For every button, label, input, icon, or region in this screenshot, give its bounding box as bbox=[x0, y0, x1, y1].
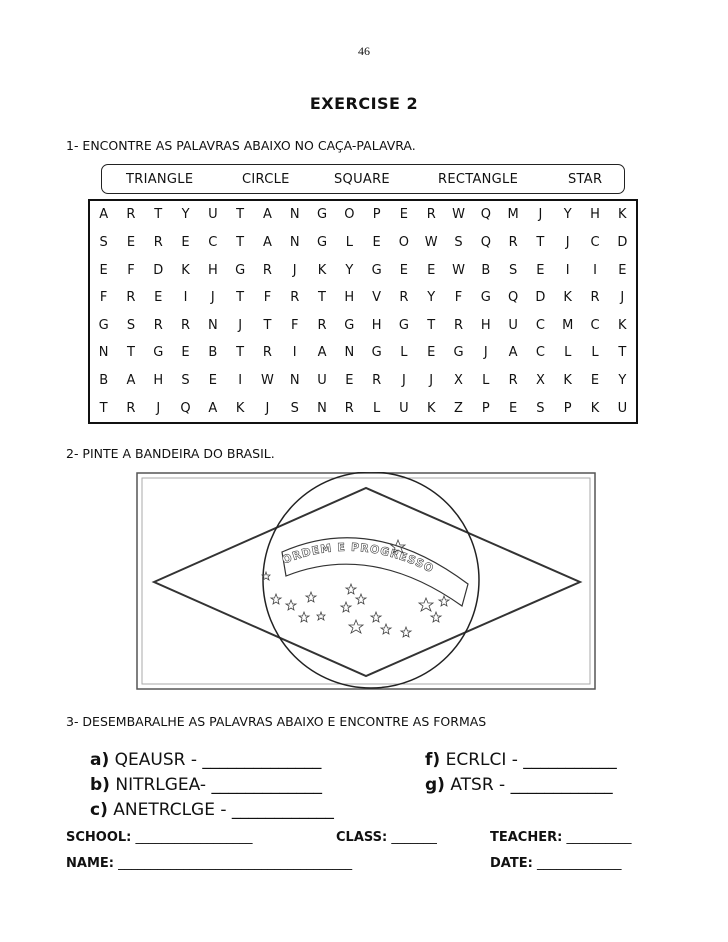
grid-letter: F bbox=[99, 290, 108, 306]
grid-letter: O bbox=[344, 207, 355, 223]
grid-letter: A bbox=[317, 345, 327, 361]
grid-letter: G bbox=[398, 317, 409, 333]
grid-letter: R bbox=[590, 290, 600, 306]
grid-row bbox=[90, 229, 636, 257]
grid-letter: R bbox=[153, 317, 163, 333]
grid-letter: N bbox=[289, 234, 300, 250]
name-field: NAME: ____________________________________ bbox=[66, 856, 353, 871]
grid-letter: R bbox=[126, 290, 136, 306]
grid-letter: L bbox=[564, 345, 572, 361]
grid-letter: U bbox=[508, 317, 518, 333]
grid-letter: I bbox=[238, 373, 243, 389]
grid-letter: E bbox=[345, 373, 354, 389]
grid-letter: J bbox=[565, 234, 570, 250]
instruction-1: 1- ENCONTRE AS PALAVRAS ABAIXO NO CAÇA-PALAVRA. bbox=[66, 138, 416, 153]
grid-letter: T bbox=[236, 207, 245, 223]
grid-letter: C bbox=[535, 317, 545, 333]
date-field: DATE: _____________ bbox=[490, 856, 622, 871]
grid-letter: N bbox=[98, 345, 109, 361]
grid-letter: A bbox=[99, 207, 109, 223]
grid-letter: K bbox=[181, 262, 190, 278]
grid-letter: E bbox=[618, 262, 627, 278]
grid-letter: E bbox=[536, 262, 545, 278]
grid-letter: G bbox=[316, 207, 328, 223]
grid-letter: S bbox=[99, 234, 108, 250]
grid-letter: R bbox=[426, 207, 436, 223]
grid-letter: I bbox=[593, 262, 597, 278]
grid-letter: Q bbox=[480, 207, 491, 223]
grid-letter: L bbox=[372, 400, 381, 416]
grid-letter: R bbox=[453, 317, 464, 333]
grid-letter: T bbox=[236, 234, 245, 250]
grid-letter: J bbox=[156, 400, 161, 416]
word-bank-item: TRIANGLE bbox=[126, 172, 194, 187]
exercise-title: EXERCISE 2 bbox=[309, 94, 419, 113]
grid-letter: X bbox=[454, 373, 463, 389]
grid-row bbox=[90, 201, 636, 229]
grid-letter: G bbox=[153, 345, 164, 361]
grid-letter: S bbox=[454, 234, 463, 250]
grid-letter: N bbox=[317, 400, 327, 416]
school-field: SCHOOL: __________________ bbox=[66, 830, 253, 845]
grid-letter: W bbox=[261, 373, 274, 389]
grid-letter: R bbox=[262, 345, 272, 361]
grid-letter: F bbox=[454, 290, 463, 306]
grid-letter: J bbox=[483, 345, 488, 361]
grid-letter: J bbox=[620, 290, 625, 306]
grid-letter: J bbox=[292, 262, 297, 278]
grid-letter: I bbox=[292, 345, 297, 361]
grid-letter: T bbox=[318, 290, 326, 306]
grid-letter: E bbox=[154, 290, 163, 306]
grid-letter: K bbox=[563, 290, 572, 306]
grid-letter: F bbox=[263, 290, 272, 306]
grid-letter: M bbox=[507, 207, 519, 223]
class-field: CLASS: _______ bbox=[336, 830, 437, 845]
grid-letter: R bbox=[344, 400, 354, 416]
grid-letter: J bbox=[238, 317, 243, 333]
grid-letter: W bbox=[452, 262, 465, 278]
grid-letter: G bbox=[371, 345, 382, 361]
grid-letter: U bbox=[208, 207, 218, 223]
word-bank-item: STAR bbox=[568, 172, 603, 187]
grid-letter: H bbox=[590, 207, 600, 223]
grid-letter: S bbox=[126, 317, 136, 333]
grid-letter: L bbox=[482, 373, 490, 389]
grid-letter: H bbox=[153, 373, 164, 389]
grid-letter: R bbox=[181, 317, 191, 333]
grid-letter: K bbox=[563, 373, 572, 389]
grid-letter: R bbox=[290, 290, 300, 306]
grid-letter: H bbox=[371, 317, 382, 333]
grid-letter: J bbox=[538, 207, 543, 223]
grid-row bbox=[90, 394, 636, 422]
grid-letter: W bbox=[424, 234, 438, 250]
grid-letter: Y bbox=[618, 373, 627, 389]
instruction-2: 2- PINTE A BANDEIRA DO BRASIL. bbox=[66, 446, 275, 461]
grid-letter: T bbox=[263, 317, 272, 333]
grid-letter: V bbox=[372, 290, 382, 306]
grid-letter: E bbox=[372, 234, 381, 250]
grid-letter: C bbox=[590, 234, 600, 250]
grid-letter: E bbox=[99, 262, 108, 278]
grid-letter: O bbox=[398, 234, 410, 250]
grid-letter: G bbox=[98, 317, 109, 333]
word-bank-item: SQUARE bbox=[334, 172, 390, 187]
grid-row bbox=[90, 284, 636, 312]
grid-letter: H bbox=[344, 290, 355, 306]
grid-letter: K bbox=[235, 400, 245, 416]
grid-letter: L bbox=[400, 345, 408, 361]
grid-letter: E bbox=[508, 400, 518, 416]
word-bank bbox=[101, 164, 625, 194]
grid-letter: K bbox=[590, 400, 600, 416]
grid-letter: T bbox=[536, 234, 545, 250]
grid-letter: F bbox=[127, 262, 135, 278]
grid-letter: K bbox=[618, 207, 627, 223]
grid-letter: P bbox=[563, 400, 572, 416]
word-bank-item: CIRCLE bbox=[242, 172, 290, 187]
grid-letter: I bbox=[565, 262, 570, 278]
grid-letter: Q bbox=[507, 290, 519, 306]
grid-letter: D bbox=[153, 262, 164, 278]
grid-letter: R bbox=[153, 234, 163, 250]
grid-letter: Y bbox=[563, 207, 572, 223]
grid-letter: J bbox=[401, 373, 406, 389]
grid-letter: R bbox=[372, 373, 382, 389]
grid-row bbox=[90, 256, 636, 284]
brazil-flag-svg bbox=[136, 472, 596, 690]
grid-letter: T bbox=[154, 207, 163, 223]
grid-letter: Y bbox=[345, 262, 354, 278]
grid-letter: S bbox=[536, 400, 545, 416]
grid-letter: Z bbox=[454, 400, 463, 416]
grid-letter: N bbox=[289, 373, 300, 389]
page-number: 46 bbox=[358, 44, 370, 58]
grid-letter: K bbox=[426, 400, 436, 416]
grid-letter: E bbox=[399, 262, 409, 278]
grid-letter: P bbox=[481, 400, 490, 416]
grid-letter: G bbox=[235, 262, 246, 278]
grid-letter: C bbox=[590, 317, 600, 333]
grid-letter: E bbox=[181, 345, 190, 361]
grid-letter: G bbox=[480, 290, 491, 306]
grid-letter: K bbox=[618, 317, 627, 333]
grid-letter: R bbox=[126, 400, 136, 416]
grid-letter: G bbox=[453, 345, 464, 361]
grid-letter: E bbox=[427, 345, 436, 361]
grid-letter: E bbox=[126, 234, 136, 250]
grid-letter: T bbox=[126, 345, 135, 361]
grid-letter: J bbox=[429, 373, 434, 389]
grid-letter: R bbox=[508, 234, 518, 250]
grid-letter: A bbox=[208, 400, 218, 416]
grid-row bbox=[90, 339, 636, 367]
grid-letter: B bbox=[481, 262, 491, 278]
grid-letter: A bbox=[126, 373, 136, 389]
grid-letter: T bbox=[236, 345, 245, 361]
grid-letter: U bbox=[617, 400, 628, 416]
grid-row bbox=[90, 367, 636, 395]
grid-letter: U bbox=[317, 373, 327, 389]
grid-letter: C bbox=[208, 234, 218, 250]
grid-letter: I bbox=[183, 290, 188, 306]
grid-letter: G bbox=[344, 317, 355, 333]
grid-letter: F bbox=[290, 317, 299, 333]
grid-letter: J bbox=[265, 400, 270, 416]
grid-letter: T bbox=[618, 345, 627, 361]
grid-letter: E bbox=[399, 207, 409, 223]
grid-letter: H bbox=[207, 262, 218, 278]
grid-row bbox=[90, 312, 636, 340]
grid-letter: T bbox=[99, 400, 108, 416]
grid-letter: J bbox=[210, 290, 215, 306]
grid-letter: E bbox=[181, 234, 190, 250]
grid-letter: B bbox=[99, 373, 109, 389]
grid-letter: N bbox=[344, 345, 355, 361]
grid-letter: R bbox=[126, 207, 136, 223]
grid-letter: X bbox=[535, 373, 545, 389]
grid-letter: G bbox=[371, 262, 382, 278]
grid-letter: N bbox=[289, 207, 300, 223]
unscramble-item-a: a) QEAUSR - ______________ bbox=[90, 750, 322, 770]
grid-letter: D bbox=[535, 290, 546, 306]
unscramble-item-c: c) ANETRCLGE - ____________ bbox=[90, 800, 334, 820]
grid-letter: S bbox=[508, 262, 518, 278]
grid-letter: A bbox=[262, 234, 272, 250]
unscramble-item-g: g) ATSR - ____________ bbox=[425, 775, 613, 795]
grid-letter: R bbox=[262, 262, 272, 278]
unscramble-item-f: f) ECRLCI - ___________ bbox=[425, 750, 617, 770]
grid-letter: A bbox=[508, 345, 518, 361]
grid-letter: D bbox=[617, 234, 628, 250]
grid-letter: G bbox=[316, 234, 328, 250]
grid-letter: S bbox=[290, 400, 299, 416]
grid-letter: M bbox=[562, 317, 574, 333]
grid-letter: Q bbox=[480, 234, 491, 250]
grid-letter: Q bbox=[180, 400, 191, 416]
grid-letter: L bbox=[345, 234, 353, 250]
grid-letter: Y bbox=[427, 290, 436, 306]
instruction-3: 3- DESEMBARALHE AS PALAVRAS ABAIXO E ENCONTRE AS FORMAS bbox=[66, 714, 487, 729]
grid-letter: N bbox=[207, 317, 218, 333]
grid-letter: K bbox=[317, 262, 327, 278]
word-bank-item: RECTANGLE bbox=[438, 172, 519, 187]
grid-letter: Y bbox=[181, 207, 190, 223]
grid-letter: R bbox=[399, 290, 409, 306]
grid-letter: E bbox=[427, 262, 436, 278]
grid-letter: C bbox=[535, 345, 545, 361]
grid-letter: E bbox=[590, 373, 600, 389]
unscramble-item-b: b) NITRLGEA- _____________ bbox=[90, 775, 322, 795]
grid-letter: R bbox=[508, 373, 518, 389]
grid-letter: T bbox=[427, 317, 436, 333]
grid-letter: S bbox=[181, 373, 190, 389]
grid-letter: R bbox=[317, 317, 327, 333]
grid-letter: U bbox=[399, 400, 409, 416]
grid-letter: T bbox=[236, 290, 245, 306]
grid-letter: H bbox=[480, 317, 491, 333]
word-search-table bbox=[90, 201, 636, 422]
grid-letter: E bbox=[208, 373, 217, 389]
word-search-grid bbox=[88, 199, 638, 424]
flag-motto: ORDEM E PROGRESSO bbox=[280, 540, 437, 576]
teacher-field: TEACHER: __________ bbox=[490, 830, 632, 845]
grid-letter: L bbox=[591, 345, 599, 361]
grid-letter: W bbox=[452, 207, 465, 223]
grid-letter: P bbox=[372, 207, 381, 223]
grid-letter: B bbox=[208, 345, 218, 361]
brazil-flag-outline bbox=[136, 472, 596, 690]
grid-letter: A bbox=[262, 207, 272, 223]
